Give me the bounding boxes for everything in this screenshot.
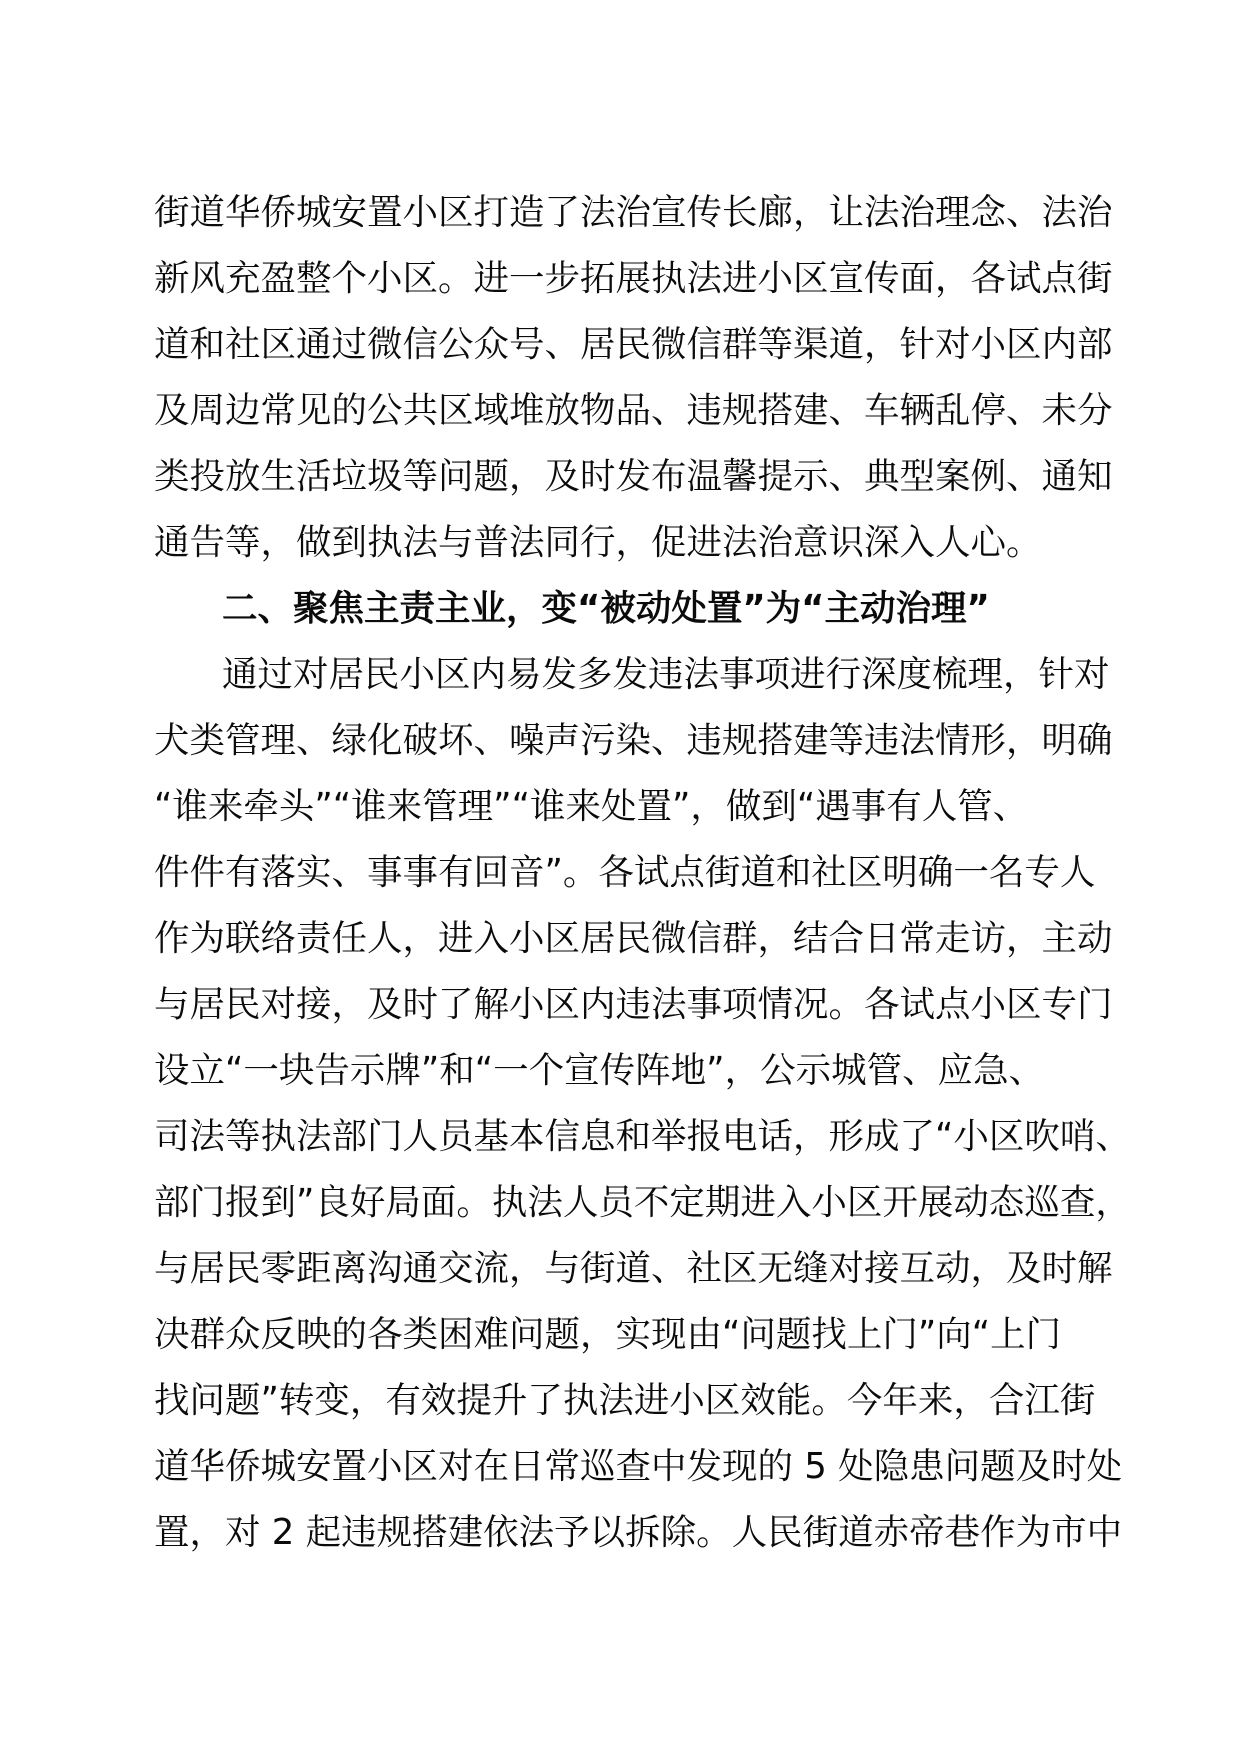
paragraph-line: 街道华侨城安置小区打造了法治宣传长廊，让法治理念、法治 [154,192,1113,233]
paragraph-line: 与居民对接，及时了解小区内违法事项情况。各试点小区专门 [154,984,1113,1025]
paragraph-line: 及周边常见的公共区域堆放物品、违规搭建、车辆乱停、未分 [154,390,1113,431]
paragraph-line: 犬类管理、绿化破坏、噪声污染、违规搭建等违法情形，明确 [154,720,1113,761]
paragraph-line: 与居民零距离沟通交流，与街道、社区无缝对接互动，及时解 [154,1248,1113,1289]
paragraph-line: 新风充盈整个小区。进一步拓展执法进小区宣传面，各试点街 [154,258,1113,299]
paragraph-line: 件件有落实、事事有回音”。各试点街道和社区明确一名专人 [154,852,1096,893]
paragraph-line: 作为联络责任人，进入小区居民微信群，结合日常走访，主动 [154,918,1113,959]
paragraph-line: 通过对居民小区内易发多发违法事项进行深度梳理，针对 [222,654,1110,695]
paragraph-line: 决群众反映的各类困难问题，实现由“问题找上门”向“上门 [154,1314,1062,1355]
paragraph-line: “谁来牵头”“谁来管理”“谁来处置”，做到“遇事有人管、 [154,786,1029,827]
paragraph-line: 通告等，做到执法与普法同行，促进法治意识深入人心。 [154,522,1042,563]
paragraph-line: 道和社区通过微信公众号、居民微信群等渠道，针对小区内部 [154,324,1113,365]
paragraph-line: 司法等执法部门人员基本信息和举报电话，形成了“小区吹哨、 [154,1116,1131,1157]
paragraph-line: 设立“一块告示牌”和“一个宣传阵地”，公示城管、应急、 [154,1050,1045,1091]
paragraph-line: 道华侨城安置小区对在日常巡查中发现的 5 处隐患问题及时处 [154,1446,1123,1487]
paragraph-line: 置，对 2 起违规搭建依法予以拆除。人民街道赤帝巷作为市中 [154,1512,1123,1553]
paragraph-line: 类投放生活垃圾等问题，及时发布温馨提示、典型案例、通知 [154,456,1113,497]
paragraph-line: 找问题”转变，有效提升了执法进小区效能。今年来，合江街 [154,1380,1096,1421]
section-heading: 二、聚焦主责主业，变“被动处置”为“主动治理” [222,588,990,629]
paragraph-line: 部门报到”良好局面。执法人员不定期进入小区开展动态巡查， [154,1182,1131,1223]
